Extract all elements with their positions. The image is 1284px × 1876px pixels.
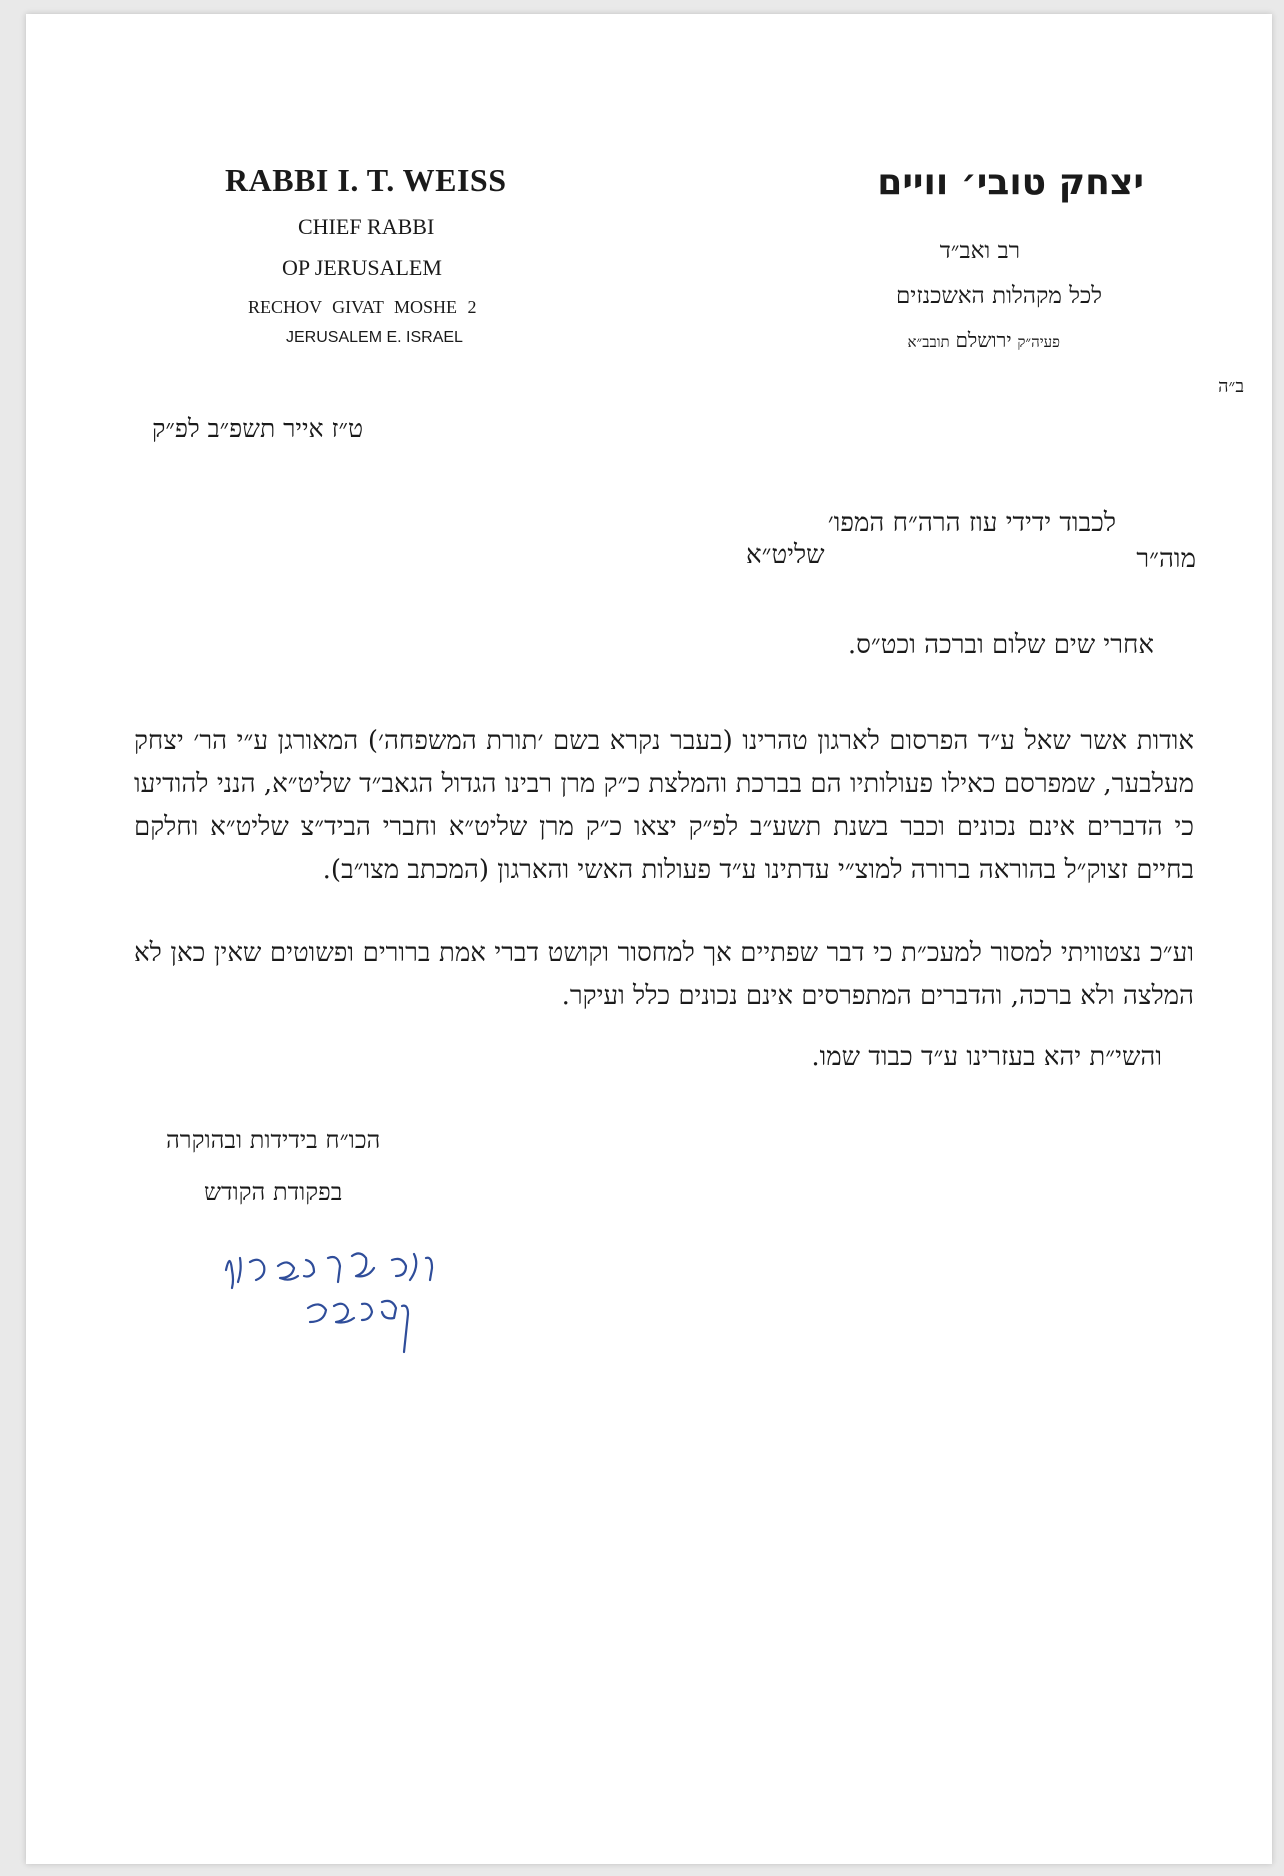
letterhead-english-street: RECHOV GIVAT MOSHE 2 [248, 297, 477, 317]
signature-text-line-2 [26, 14, 27, 15]
letterhead-english-address: JERUSALEM E. ISRAEL [286, 329, 463, 346]
addressee-prefix: מוה״ר [1136, 544, 1196, 574]
addressee-suffix: שליט״א [746, 540, 825, 570]
letterhead-hebrew-city-line [908, 328, 1060, 353]
handwritten-signature [216, 1236, 456, 1356]
signature-text-line-1 [26, 14, 27, 15]
letterhead-hebrew-city: ירושלם [955, 328, 1012, 352]
letter-date: ט״ז אייר תשפ״ב לפ״ק [152, 414, 364, 443]
letterhead-hebrew-city-prefix: פעיה״ק [1017, 333, 1060, 351]
letterhead-hebrew-name: יצחק טובי׳ וויים [877, 162, 1144, 203]
letterhead-english-city: OP JERUSALEM [282, 255, 442, 280]
paragraph-2: וע״כ נצטוויתי למסור למעכ״ת כי דבר שפתיים אך למחסור וקושט דברי אמת ברורים ופשוטים שאין כאן לא המלצה ולא ברכה, והדברים המתפרסים אינם נכונים כלל ועיקר. [134, 938, 1194, 1011]
besiyata-mark: ב״ה [1218, 376, 1244, 397]
paragraph-1: אודות אשר שאל ע״ד הפרסום לארגון טהרינו (בעבר נקרא בשם ׳תורת המשפחה׳) המאורגן ע״י הר׳ יצחק מעלבער, שמפרסם כאילו פעולותיו הם בברכת והמלצת כ״ק מרן רבינו הגדול הגאב״ד שליט״א, הנני להודיעו כי הדברים אינם נכונים וכבר בשנת תשע״ב לפ״ק יצאו כ״ק מרן שליט״א וחברי הביד״צ שליט״א וחלקם בחיים זצוק״ל בהוראה ברורה למוצ״י עדתינו ע״ד פעולות האשי והארגון (המכתב מצו״ב). [134, 726, 1194, 885]
letterhead-english-name: RABBI I. T. WEISS [225, 162, 507, 198]
greeting: אחרי שים שלום וברכה וכט״ס. [847, 630, 1154, 660]
letterhead-hebrew-city-suffix: תובב״א [907, 333, 950, 351]
closing-line-2: בפקודת הקודש [204, 1178, 343, 1206]
letter-page [26, 14, 1272, 1864]
closing-line-1: הכו״ח בידידות ובהוקרה [166, 1126, 381, 1154]
letterhead-english-title: CHIEF RABBI [298, 214, 435, 239]
letterhead-hebrew-title: רב ואב״ד [939, 238, 1020, 264]
letterhead-hebrew-communities: לכל מקהלות האשכנזים [895, 283, 1102, 309]
addressee-line-1: לכבוד ידידי עוז הרה״ח המפו׳ [827, 508, 1116, 538]
paragraph-3: והשי״ת יהא בעזרינו ע״ד כבוד שמו. [811, 1042, 1162, 1072]
